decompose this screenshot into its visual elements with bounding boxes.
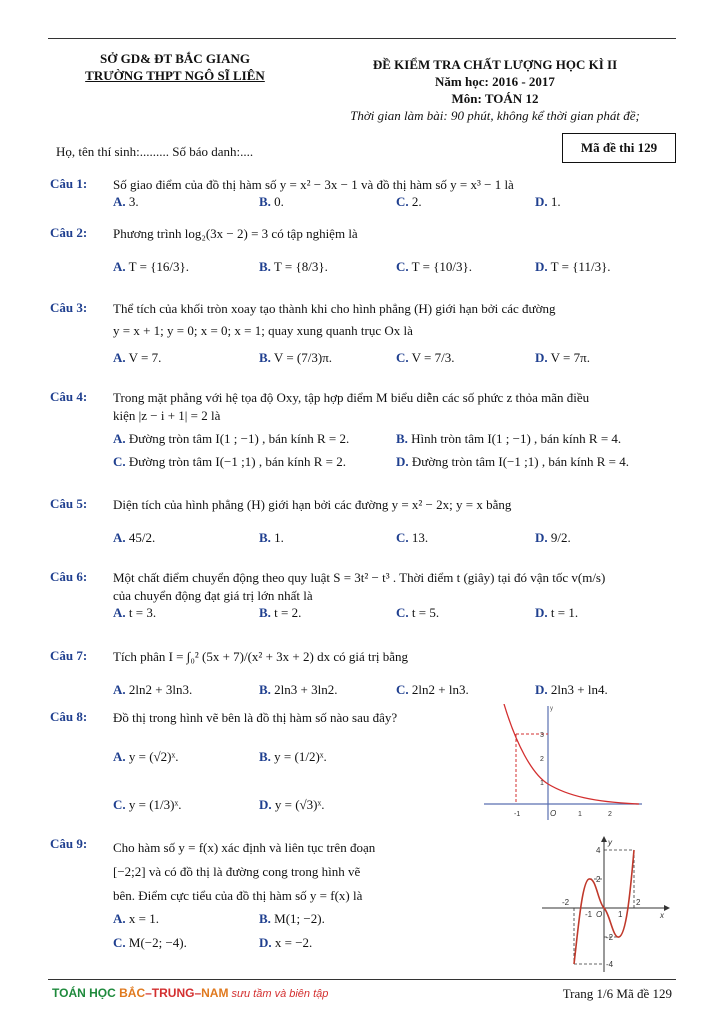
tick-x: 1 (578, 811, 582, 818)
option-b: B. 1. (259, 530, 284, 545)
tick-x: O (596, 910, 603, 919)
options-row (113, 194, 680, 214)
axis-y-label: y (550, 706, 553, 712)
option-d: D. Đường tròn tâm I(−1 ;1) , bán kính R = 4. (396, 454, 629, 469)
question-text: Một chất điểm chuyển động theo quy luật S = 3t² − t³ . Thời điểm t (giây) tại đó vận tốc v(m/s) (113, 570, 606, 585)
footer-brand: TOÁN HỌC BẮC–TRUNG–NAM sưu tầm và biên tập (52, 986, 329, 1000)
department: SỞ GD& ĐT BẮC GIANG (99, 51, 250, 66)
option-c: C. T = {10/3}. (396, 259, 473, 274)
question-text: Thể tích của khối tròn xoay tạo thành khi cho hình phẳng (H) giới hạn bởi các đường (113, 301, 556, 316)
option-c: C. 2ln2 + ln3. (396, 682, 469, 697)
option-b: B. Hình tròn tâm I(1 ; −1) , bán kính R = 4. (396, 431, 622, 446)
tick-y: 2 (540, 756, 544, 763)
question-text-2: [−2;2] và có đồ thị là đường cong trong hình vẽ (113, 864, 361, 879)
question-text: Số giao điểm của đồ thị hàm số y = x² − 3x − 1 và đồ thị hàm số y = x³ − 1 là (113, 177, 514, 192)
question-label: Câu 9: (50, 836, 88, 851)
option-b: B. 0. (259, 194, 284, 209)
question-label: Câu 5: (50, 496, 88, 511)
option-b: B. M(1; −2). (259, 911, 325, 926)
option-d: D. T = {11/3}. (535, 259, 611, 274)
question-text-2: của chuyển động đạt giá trị lớn nhất là (113, 588, 313, 603)
header-right (330, 56, 660, 124)
tick-y: 1 (540, 780, 544, 787)
question-4 (50, 389, 680, 474)
tick-x: -1 (585, 910, 593, 919)
tick-x: 2 (636, 898, 641, 907)
option-c: C. 2. (396, 194, 422, 209)
option-c: C. y = (1/3)ˣ. (113, 797, 182, 812)
school-year: Năm học: 2016 - 2017 (435, 74, 555, 89)
options-row (113, 682, 680, 702)
question-text-2: y = x + 1; y = 0; x = 0; x = 1; quay xung quanh trục Ox là (113, 323, 413, 338)
tick-y: -4 (606, 960, 614, 969)
question-label: Câu 8: (50, 709, 88, 724)
option-a: A. 2ln2 + 3ln3. (113, 682, 193, 697)
question-label: Câu 1: (50, 176, 88, 191)
option-d: D. V = 7π. (535, 350, 590, 365)
options-row (113, 350, 680, 370)
question-label: Câu 6: (50, 569, 88, 584)
question-text: Phương trình log₂(3x − 2) = 3 có tập nghiệm là (113, 226, 358, 241)
option-d: D. 2ln3 + ln4. (535, 682, 608, 697)
option-c: C. 13. (396, 530, 429, 545)
option-d: D. 9/2. (535, 530, 571, 545)
axis-x-label: x (660, 911, 664, 920)
question-2 (50, 225, 680, 279)
header-left (50, 50, 300, 84)
option-d: D. 1. (535, 194, 561, 209)
tick-x: O (550, 809, 557, 818)
decay-curve (504, 704, 639, 804)
option-b: B. 2ln3 + 3ln2. (259, 682, 338, 697)
option-c: C. Đường tròn tâm I(−1 ;1) , bán kính R = 2. (113, 454, 346, 469)
question-text: Trong mặt phẳng với hệ tọa độ Oxy, tập hợp điểm M biểu diễn các số phức z thỏa mãn điều (113, 390, 590, 405)
question-text: Diện tích của hình phẳng (H) giới hạn bởi các đường y = x² − 2x; y = x bằng (113, 497, 512, 512)
question-text-3: bên. Điểm cực tiểu của đồ thị hàm số y = f(x) là (113, 888, 363, 903)
options-row (113, 605, 680, 625)
exam-code-box: Mã đề thi 129 (562, 133, 676, 163)
options-row (113, 431, 680, 451)
tick-y: 2 (596, 875, 601, 884)
option-b: B. y = (1/2)ˣ. (259, 749, 327, 764)
question-5 (50, 496, 680, 550)
option-c: C. V = 7/3. (396, 350, 455, 365)
time-limit: Thời gian làm bài: 90 phút, không kể thời gian phát đề; (350, 108, 640, 123)
option-c: C. M(−2; −4). (113, 935, 187, 950)
question-text: Cho hàm số y = f(x) xác định và liên tục trên đoạn (113, 840, 376, 855)
option-b: B. T = {8/3}. (259, 259, 328, 274)
option-a: A. t = 3. (113, 605, 157, 620)
option-a: A. y = (√2)ˣ. (113, 749, 179, 764)
tick-x: 1 (618, 910, 623, 919)
option-d: D. t = 1. (535, 605, 579, 620)
option-d: D. y = (√3)ˣ. (259, 797, 325, 812)
question-label: Câu 2: (50, 225, 88, 240)
candidate-info: Họ, tên thí sinh:......... Số báo danh:.... (56, 144, 254, 159)
question-text-2: kiện |z − i + 1| = 2 là (113, 408, 221, 423)
question-1 (50, 176, 680, 214)
options-row (113, 259, 680, 279)
option-a: A. V = 7. (113, 350, 162, 365)
option-d: D. x = −2. (259, 935, 313, 950)
tick-x: -1 (514, 811, 521, 818)
option-a: A. 45/2. (113, 530, 156, 545)
x-arrow-icon (664, 905, 670, 911)
school-name: TRƯỜNG THPT NGÔ SĨ LIÊN (85, 68, 265, 83)
question-7 (50, 648, 680, 702)
options-row (113, 530, 680, 550)
option-b: B. V = (7/3)π. (259, 350, 333, 365)
cubic-graph (540, 836, 670, 976)
y-arrow-icon (601, 836, 607, 842)
options-row (113, 454, 680, 474)
question-label: Câu 3: (50, 300, 88, 315)
tick-y: 4 (596, 846, 601, 855)
option-a: A. Đường tròn tâm I(1 ; −1) , bán kính R = 2. (113, 431, 350, 446)
question-6 (50, 569, 680, 625)
option-c: C. t = 5. (396, 605, 440, 620)
question-text: Đồ thị trong hình vẽ bên là đồ thị hàm số nào sau đây? (113, 710, 398, 725)
top-rule (48, 38, 676, 39)
page-number: Trang 1/6 Mã đề 129 (562, 986, 672, 1001)
tick-x: 2 (608, 811, 612, 818)
question-text: Tích phân I = ∫₀² (5x + 7)/(x² + 3x + 2) dx có giá trị bằng (113, 649, 409, 664)
option-b: B. t = 2. (259, 605, 302, 620)
question-label: Câu 4: (50, 389, 88, 404)
option-a: A. T = {16/3}. (113, 259, 190, 274)
subject: Môn: TOÁN 12 (451, 91, 539, 106)
question-3 (50, 300, 680, 370)
tick-y: -2 (606, 933, 614, 942)
axis-y-label: y (608, 838, 612, 847)
exponential-graph (484, 704, 644, 822)
option-a: A. x = 1. (113, 911, 159, 926)
question-label: Câu 7: (50, 648, 88, 663)
tick-y: 3 (540, 732, 544, 739)
tick-x: -2 (562, 898, 570, 907)
bottom-rule (48, 979, 676, 980)
option-a: A. 3. (113, 194, 139, 209)
exam-title: ĐỀ KIỂM TRA CHẤT LƯỢNG HỌC KÌ II (372, 57, 618, 72)
